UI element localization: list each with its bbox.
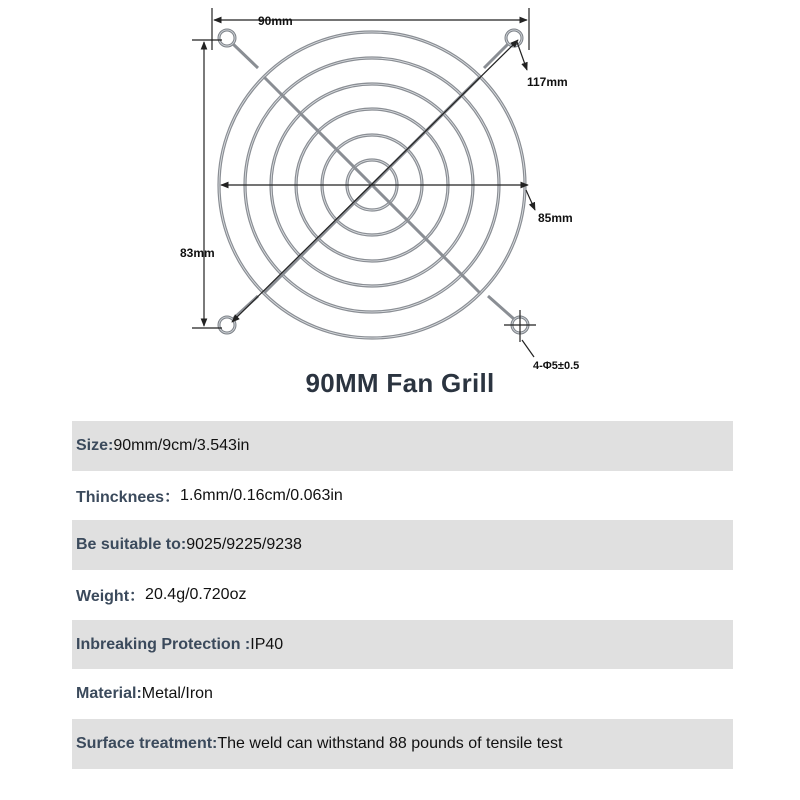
spec-value: 1.6mm/0.16cm/0.063in xyxy=(180,486,343,504)
spec-row-protection xyxy=(72,620,733,670)
spec-row-size xyxy=(72,421,733,471)
spec-table xyxy=(72,421,733,769)
product-title: 90MM Fan Grill xyxy=(305,368,495,398)
spec-label: Weight： xyxy=(76,588,146,606)
spec-label: Thincknees： xyxy=(76,489,181,507)
spec-value: 9025/9225/9238 xyxy=(186,536,302,554)
spec-label: Size: xyxy=(76,436,114,454)
spec-row-thickness xyxy=(72,471,733,521)
spec-value: 90mm/9cm/3.543in xyxy=(113,436,250,454)
spec-value: The weld can withstand 88 pounds of tensile test xyxy=(217,734,563,752)
spec-label: Surface treatment: xyxy=(76,734,218,752)
spec-value: Metal/Iron xyxy=(141,685,213,703)
spec-row-material xyxy=(72,669,733,719)
fan-grill-diagram xyxy=(0,0,800,370)
spec-row-compatibility xyxy=(72,520,733,570)
spec-value: IP40 xyxy=(250,635,284,653)
spec-label: Be suitable to: xyxy=(76,536,187,554)
dim-width-label: 90mm xyxy=(258,14,293,28)
spec-row-surface-treatment xyxy=(72,719,733,769)
diagonal-dim-line xyxy=(232,40,518,322)
dim-inner-width-label: 85mm xyxy=(538,211,573,225)
spec-label: Inbreaking Protection : xyxy=(76,635,251,653)
dim-height-label: 83mm xyxy=(180,246,215,260)
fan-grill-drawing xyxy=(0,0,800,370)
spec-row-weight xyxy=(72,570,733,620)
spec-value: 20.4g/0.720oz xyxy=(145,585,247,603)
dim-hole-spacing-label: 117mm xyxy=(527,75,568,89)
spec-label: Material: xyxy=(76,685,142,703)
dim-holes-label: 4-Φ5±0.5 xyxy=(533,360,580,372)
